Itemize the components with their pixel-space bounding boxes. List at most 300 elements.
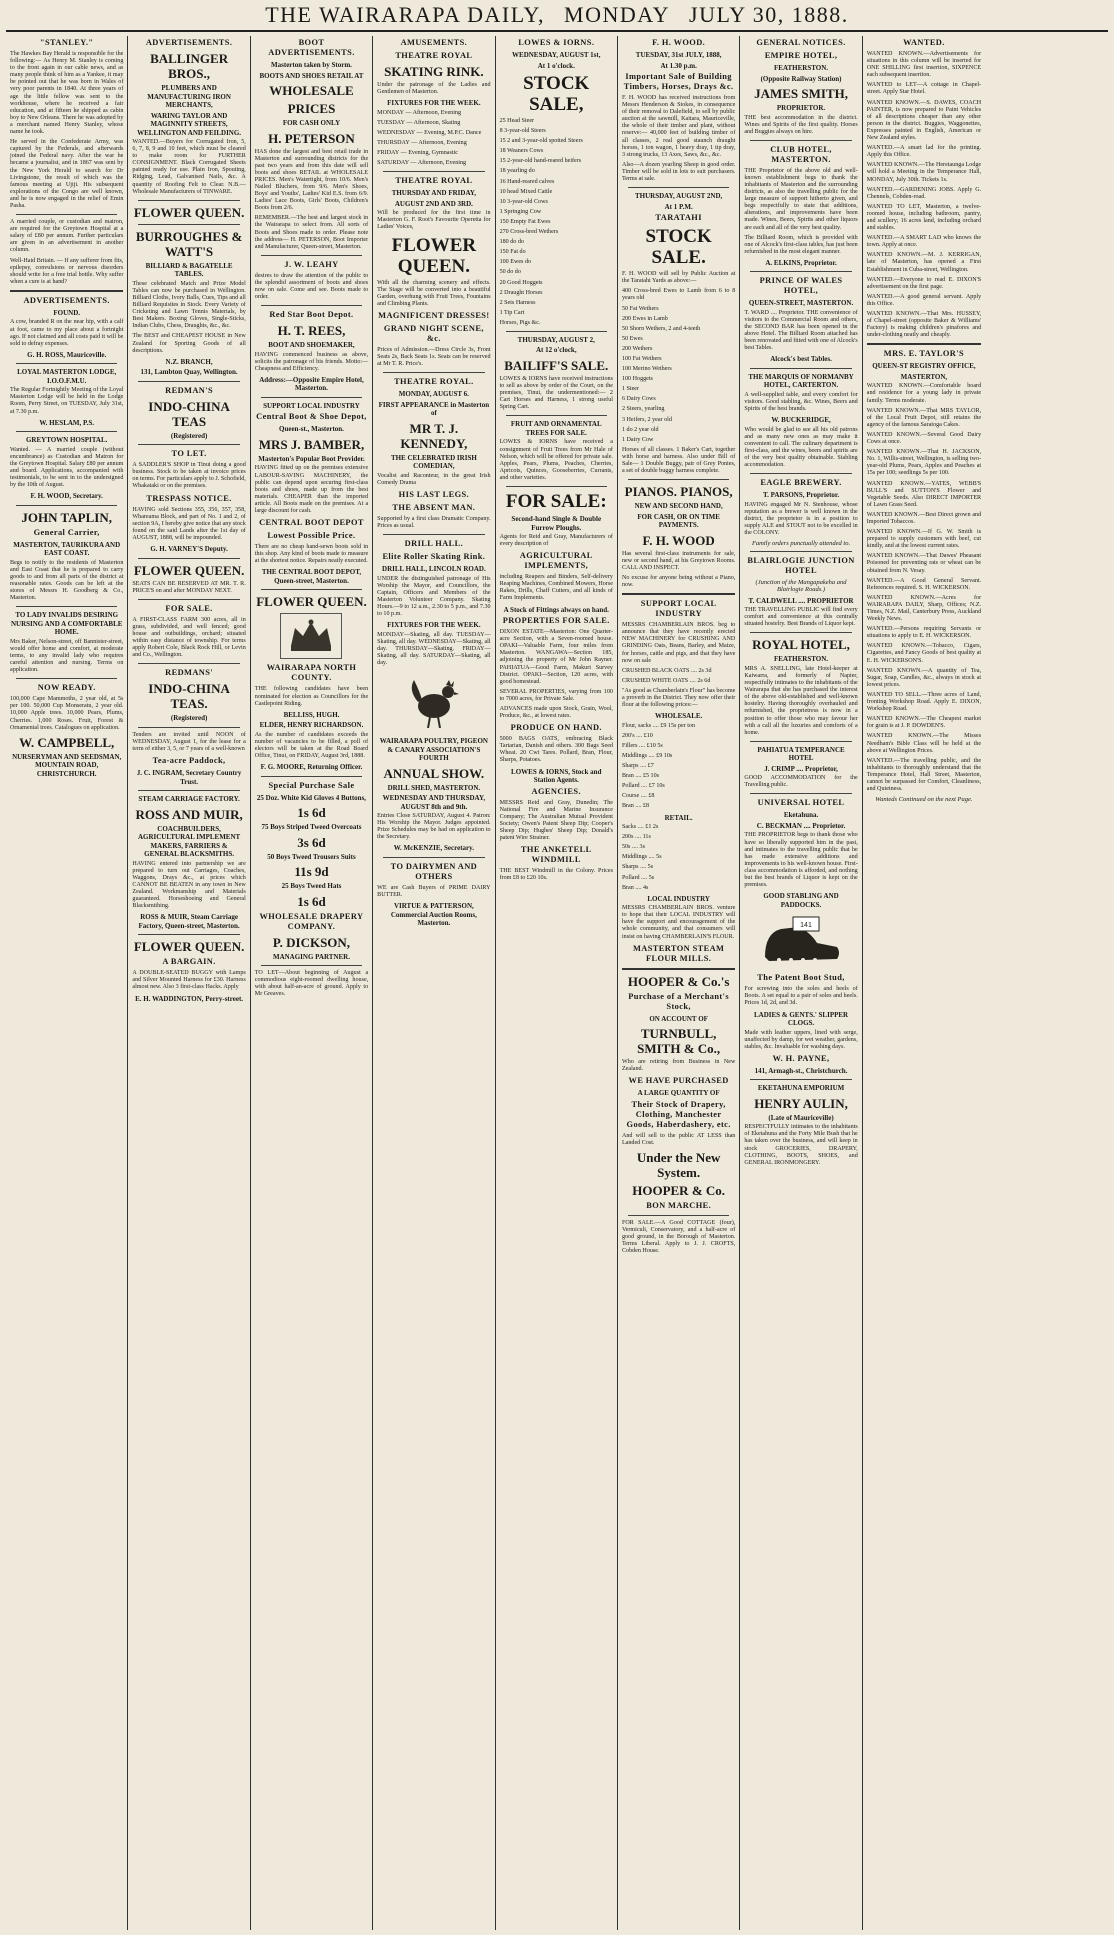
theatre-date-3: MONDAY, AUGUST 6.	[398, 390, 469, 399]
windmill-heading: THE ANKETELL WINDMILL	[520, 845, 592, 865]
prices-text: Prices of Admission.—Dress Circle 3s, Front Seats 2s, Back Seats 1s. Seats can be reserved at Mr T. R. Price's.	[377, 346, 491, 368]
ballinger-name: BALLINGER BROS.,	[150, 51, 229, 81]
list-item: 16 Hand-reared calves	[499, 178, 555, 185]
temperance-text: GOOD ACCOMMODATION for the Travelling public.	[744, 775, 858, 789]
wanted-item: WANTED KNOWN.—If G. W. Smith is prepared to supply customers with beef, cut kindly, and at the lowest current rates.	[866, 529, 982, 550]
divider	[10, 290, 123, 292]
wanted-item: WANTED.—A Good General Servant. References required. S. H. WICKERSON.	[866, 577, 982, 591]
divider	[261, 965, 362, 966]
bamber-name: MRS J. BAMBER,	[258, 436, 365, 452]
divider	[750, 632, 851, 633]
divider	[138, 663, 239, 664]
stanley-story-p1: The Hawkes Bay Herald is responsible for the following:— As Henry M. Stanley is coming to the front again in our cable news, and as many people think of him as a Yankee, it may be pointed out that he was born in Wales of very poor parents in 1840. At three years of age the little fellow was sent to the workhouse, where he received a fair education, and at fifteen he shipped as cabin boy to New Orleans. There he was adopted by a merchant named Henry Stanley, whose name he took.	[10, 51, 124, 136]
crimp-name: J. CRIMP .... Proprietor,	[764, 764, 838, 773]
sale-date: TUESDAY, 31st JULY, 1888,	[635, 51, 722, 59]
list-item: Horses, Pigs &c.	[499, 319, 541, 326]
wanted-list-2	[867, 383, 981, 793]
bargain-text: A DOUBLE-SEATED BUGGY with Lamps and Silver Mounted Harness for £30. Harness almost new. Also 3 first-class Hacks. Apply	[132, 970, 246, 991]
list-item: 8 3-year-old Steers	[499, 128, 546, 135]
svg-text:141: 141	[800, 922, 812, 930]
empire-text: THE best accommodation in the district. Wines and Spirits of the first quality. Horses and Buggies always on hire.	[744, 114, 858, 135]
club-text-2: The Billiard Room, which is provided with one of Alcock's first-class tables, has just been refurnished in the most elegant manner.	[744, 234, 858, 255]
divider	[138, 558, 239, 559]
column-heading: BOOT ADVERTISEMENTS.	[268, 38, 355, 57]
wanted-item: WANTED KNOWN.—That H. JACKSON, No. 1, Willis-street, Wellington, is selling two-year-old Plums, Pears, Apples and Peaches at 15s per 100; seedlings 5s per 100.	[866, 449, 982, 477]
found-text: A cow, branded R on the near hip, with a calf at foot, came to my place about a fortnight ago. If not claimed and all costs paid it will be sold to defray expenses.	[10, 319, 124, 347]
agricultural-implements: AGRICULTURAL IMPLEMENTS,	[519, 551, 593, 571]
stock-list	[622, 288, 735, 444]
marquis-text: A well-supplied table, and every comfort for visitors. Good stabling, &c. Wines, Beers and Spirits of the best brands.	[744, 391, 858, 413]
support-local: SUPPORT LOCAL INDUSTRY	[640, 599, 717, 619]
important-text: F. H. WOOD has received instructions from Messrs Henderson & Stokes, in consequence of their removal to Dalefield, to sell by public auction at the sawmill, Kaitara, Mauriceville, the whole of their timber and plant, without reserve:— 40,000 feet of building timber of all classes, 2 real good staunch draught horses, 1 ton wagon, 1 heavy dray, 1 tip dray, 3 strong trucks, 13 Axes, Saws, &c., &c.	[621, 95, 736, 158]
annual-show: ANNUAL SHOW.	[383, 765, 485, 781]
list-item: 10 3-year-old Cows	[499, 198, 548, 205]
to-let-heading: TO LET.	[171, 449, 207, 459]
lowest-price: Lowest Possible Price.	[267, 531, 356, 541]
wanted-item: WANTED TO SELL.—Three acres of Land, fronting Workshop Road. Apply E. DIXON, Workshop Road.	[866, 691, 982, 713]
emporium-heading: EKETAHUNA EMPORIUM	[757, 1084, 845, 1093]
masthead-date: JULY 30, 1888.	[689, 2, 849, 27]
indo-china-teas-2: INDO-CHINA TEAS.	[148, 681, 230, 712]
ballinger-address: WARING TAYLOR AND MAGINNITY STREETS, WELLINGTON AND FEILDING.	[137, 111, 242, 137]
price-row: Sacks .... £1 2s	[621, 824, 659, 831]
prices-word: PRICES	[287, 101, 336, 116]
properties-text: DIXON ESTATE—Masterton: One Quarter-acre Section, with a Seven-roomed house. OPAKI—Valuable Farm, four miles from Masterton. WANGAWA—Section 185, adjoining the property of Mr John Rayner. PAHIATUA—Good Farm, Makuri Survey District. OPAKI—Section, 120 acres, with good homestead.	[499, 629, 613, 685]
price-row: Fillers .... £10 5s	[621, 742, 663, 749]
central-address: Queen-st., Masterton.	[279, 425, 344, 434]
registry-town: MASTERTON,	[900, 372, 948, 381]
wanted-item: WANTED KNOWN.—That MRS TAYLOR, of the Local Fruit Depot, still retains the agency of the famous Saratoga Cakes.	[866, 407, 982, 428]
bargain-heading: A BARGAIN.	[162, 957, 216, 967]
trespass-heading: TRESPASS NOTICE.	[146, 493, 232, 503]
important-text-2: Also—A dozen yearling Sheep in good order. Timber will be sold in lots to suit purchasers. Terms at sale.	[621, 161, 736, 183]
alcock-tables: Alcock's best Tables.	[770, 355, 832, 364]
blairlogie-hotel: BLAIRLOGIE JUNCTION HOTEL	[747, 556, 855, 576]
divider	[16, 505, 117, 506]
divider	[383, 372, 484, 373]
divider	[138, 727, 239, 728]
special-price: 1s 6d	[297, 893, 326, 909]
fixture-row: THURSDAY — Afternoon, Evening	[377, 139, 467, 146]
list-item: 15 2-year-old hand-reared heifers	[499, 158, 582, 165]
tender-text: Tenders are invited until NOON of WEDNESDAY, August 1, for the lease for a term of either 3, 5, or 7 years of a well-known	[132, 731, 246, 752]
red-star-heading: Red Star Boot Depot.	[269, 310, 354, 320]
merchant-stock: Purchase of a Merchant's Stock,	[628, 991, 729, 1011]
list-item: 25 Head Steer	[499, 118, 535, 124]
buckeridge-name: W. BUCKERIDGE,	[771, 416, 831, 425]
empire-town: FEATHERSTON.	[774, 64, 829, 72]
aulin-sub: (Late of Mauriceville)	[768, 1113, 834, 1122]
local-industry: LOCAL INDUSTRY	[647, 894, 710, 903]
stock-sale-title: STOCK SALE.	[645, 226, 712, 269]
elite-rink: Elite Roller Skating Rink.	[382, 552, 486, 562]
divider	[628, 1215, 729, 1216]
divider	[16, 678, 117, 679]
bailiff-text: LOWES & IORNS have received instructions to sell as above by order of the Court, on the premises, Tinui, the undermentioned:— 2 Cart Horses and Harness, 1 strong useful Spring Cart.	[499, 375, 613, 411]
slipper-heading: LADIES & GENTS.' SLIPPER CLOGS.	[753, 1010, 849, 1027]
kennedy-text: Vocalist and Raconteur, in the great Irish Comedy Drama	[377, 472, 491, 486]
fixture-row: MONDAY — Afternoon, Evening	[377, 109, 462, 116]
boot-stud-title: The Patent Boot Stud,	[757, 973, 845, 983]
list-item: 200 Wethers	[621, 345, 653, 352]
caldwell-name: T. CALDWELL .... PROPRIETOR	[748, 596, 854, 605]
blairlogie-sub: (Junction of the Mangapakeha and Blairlogie Roads.)	[755, 579, 847, 594]
society-text: Entries Close SATURDAY, August 4. Patron: His Worship the Mayor. Judges appointed. Prize Schedules may be had on application to the Secretary.	[377, 813, 491, 841]
ballinger-text: WANTED.—Buyers for Corrugated Iron, 5, 6, 7, 8, 9 and 10 feet, which must be cleared to make room for FURTHER CONSIGNMENT. Black Corrugated Sheets painted ready for use. Plain Iron, Spouting, Ridging, Lead, Galvanised Nails, &c. A quantity of Roofing Felt to Clear. N.B.—Wholesale Manufacturers of TINWARE.	[132, 139, 246, 195]
taratahi-date: THURSDAY, AUGUST 2ND,	[635, 192, 723, 201]
column-heading: WANTED.	[903, 38, 945, 47]
divider	[750, 473, 851, 474]
price-row: Bran .... £8	[621, 803, 650, 810]
pianos-title: PIANOS. PIANOS,	[624, 484, 733, 500]
north-county-signature: F. G. MOORE, Returning Officer.	[260, 763, 363, 772]
rees-name: H. T. REES,	[277, 323, 346, 339]
wood-name: F. H. WOOD	[642, 532, 715, 548]
slipper-text: Made with leather uppers, lined with serge, unaffected by damp, for wet weather, gardens, stables, &c. Invaluable for washing days.	[744, 1029, 858, 1050]
beckman-name: C. BECKMAN .... Proprietor.	[756, 821, 846, 830]
list-item: 50 Shorn Wethers, 2 and 4-teeth	[621, 325, 701, 332]
list-item: 15 2 and 3-year-old spotted Steers	[499, 138, 583, 145]
kennedy-play: HIS LAST LEGS.	[398, 489, 470, 499]
candidate-2: ELDER, HENRY RICHARDSON.	[259, 721, 364, 730]
list-item: 3 Heifers, 2 year old	[621, 416, 672, 423]
wanted-item: WANTED.—The travelling public, and the inhabitants to thoroughly understand that the Temperance Hotel, Hall Street, Masterton, cannot be surpassed for Comfort, Cleanliness, and Quietness.	[866, 757, 982, 793]
wanted-item: WANTED KNOWN.—M. J. KERRIGAN, late of Masterton, has opened a First Establishment in Cuba-street, Wellington.	[866, 252, 982, 273]
pianos-sub: NEW AND SECOND HAND,	[634, 502, 723, 511]
list-item: 1 Dairy Cow	[621, 436, 654, 443]
society-heading: WAIRARAPA POULTRY, PIGEON & CANARY ASSOCIATION'S FOURTH	[379, 737, 488, 763]
greytown-heading: GREYTOWN HOSPITAL.	[25, 436, 108, 445]
continued-note: Wanteds Continued on the next Page.	[875, 796, 973, 804]
price-row: Pollard .... £7 10s	[621, 783, 665, 790]
special-item: 25 Boys Tweed Hats	[281, 882, 342, 891]
taratahi-title: TARATAHI	[655, 213, 702, 223]
north-county-text-2: As the number of candidates exceeds the number of vacancies to be filled, a poll of electors will be taken at the Road Board Office, Tinui, on FRIDAY, August 3rd, 1888.	[254, 731, 369, 759]
retail-heading: RETAIL.	[664, 813, 693, 822]
fixture-row: SATURDAY — Afternoon, Evening	[377, 160, 467, 167]
dairymen-text: WE are Cash Buyers of PRIME DAIRY BUTTER.	[377, 884, 491, 899]
wanted-item: WANTED TO LET, Masterton, a twelve-roomed house, including bathroom, pantry, and scullery; 16 acres land, including orchard and stables.	[866, 203, 982, 232]
stock-sale-title: STOCK SALE,	[523, 73, 590, 115]
produce-text: 5000 BAGS OATS, embracing Black Tartarian, Danish and others. 300 Bags Seed Wheat. 20 Cwt Tares. Pollard, Bran, Flour, Sharps, Potatoes.	[499, 736, 613, 764]
price-row: Sharps .... £7	[621, 763, 654, 770]
special-item: 75 Boys Striped Tweed Overcoats	[261, 823, 362, 832]
bamber-text: HAVING fitted up on the premises extensive LABOUR-SAVING MACHINERY, the public can depend upon securing first-class boots and shoes, made up from the best materials. CHEAPER than the imported article. All Boots made on the premises. At a large discount for cash.	[254, 465, 369, 515]
flower-queen-ad: FLOWER QUEEN.	[133, 204, 245, 220]
magnificent-dresses: MAGNIFICENT DRESSES!	[378, 310, 490, 320]
wanted-item: WANTED.—A smart lad for the printing. Apply this Office.	[866, 145, 982, 159]
for-sale-title: FOR SALE:	[505, 491, 607, 512]
we-have-purchased: WE HAVE PURCHASED	[628, 1076, 729, 1086]
candidate-1: BELLISS, HUGH.	[283, 710, 340, 719]
stock-text: F. H. WOOD will sell by Public Auction at the Taratahi Yards as above:—	[621, 271, 736, 285]
now-ready-heading: NOW READY.	[37, 683, 96, 693]
column-heading: GENERAL NOTICES.	[756, 38, 846, 47]
boot-stud-text: For screwing into the soles and heels of Boots. A set equal to a pair of soles and heels. Prices 1d, 2d, and 3d.	[744, 986, 858, 1007]
ballinger-sub: PLUMBERS AND MANUFACTURING IRON MERCHANTS,	[147, 84, 231, 109]
column-5	[496, 36, 618, 1930]
burroughes-text: These celebrated Match and Prize Model Tables can now be purchased in Wellington. Billiard Cloths, Ivory Balls, Cues, Tips and all Billiard Requisites in Stock. Every Variety of Cricketing and Lawn Tennis Materials, by Best Makers. Boxing Gloves, Single-Sticks, Indian Clubs, Chess, Draughts, &c., &c.	[132, 280, 246, 330]
crushed-black: CRUSHED BLACK OATS .... 2s 3d	[621, 667, 712, 674]
divider	[138, 200, 239, 201]
wanted-item: WANTED KNOWN.—That Dawes' Pheasant Poisoned for preventing rats or wheat can be obtained from N. Vesay.	[866, 553, 982, 574]
taplin-trade: General Carrier,	[33, 527, 100, 537]
agencies-text: MESSRS Reid and Gray, Dunedin; The National Fire and Marine Insurance Company; The Australian Mutual Provident Society; Owen's Patent Sheep Dip; Cooper's Sheep Dip; Hughes' Sheep Dip; Donald's patent Wire Strainer.	[499, 799, 613, 842]
blairlogie-text: THE TRAVELLING PUBLIC will find every comfort and convenience at this centrally situated hostelry. Best Brands of Liquor kept.	[744, 607, 858, 628]
column-3	[251, 36, 373, 1930]
divider	[138, 444, 239, 445]
elkins-signature: A. ELKINS, Proprietor.	[765, 258, 837, 267]
payne-name: W. H. PAYNE,	[772, 1053, 830, 1063]
wanted-item: WANTED KNOWN.—Tobacco, Cigars, Cigarettes, and Fancy Goods of best quality at E. H. WICKERSON'S.	[866, 643, 982, 664]
wanted-item: WANTED.—A good general servant. Apply this Office.	[866, 293, 982, 307]
produce-heading: PRODUCE ON HAND.	[510, 723, 602, 733]
masthead	[0, 2, 1114, 28]
flour-mills: MASTERTON STEAM FLOUR MILLS.	[632, 943, 725, 963]
flower-queen-ad: FLOWER QUEEN.	[133, 939, 245, 955]
james-smith: JAMES SMITH,	[754, 86, 848, 101]
greytown-text: Wanted. — A married couple (without encumbrance) as Custodian and Matron for the Greytown Hospital. Salary £80 per annum and board. Applications, accompanied with testimonials, to be sent in to the undersigned by the 10th of August.	[10, 446, 124, 489]
rees-address: Address:—Opposite Empire Hotel, Masterton.	[259, 375, 364, 393]
ross-muir-text: HAVING entered into partnership we are prepared to turn out Carriages, Coaches, Waggons, Drays &c., at prices which CANNOT BE BEATEN in any town in New Zealand. Workmanship and Materials guaranteed. Horseshoeing and General Blacksmithing.	[132, 860, 246, 910]
divider	[138, 381, 239, 382]
found-heading: FOUND.	[53, 308, 81, 317]
marquis-hotel: THE MARQUIS OF NORMANBY HOTEL, CARTERTON.	[748, 372, 854, 390]
seats-text: SEATS CAN BE RESERVED AT MR. T. R. PRICE'S on and after MONDAY NEXT.	[132, 580, 246, 594]
divider	[622, 593, 735, 595]
trespass-signature: G. H. VARNEY'S Deputy.	[150, 545, 228, 554]
list-item: 2 Steers, yearling	[621, 406, 665, 413]
society-venue: DRILL SHED, MASTERTON.	[387, 783, 481, 792]
fixture-row: TUESDAY — Afternoon, Skating	[377, 119, 461, 126]
list-item: 270 Cross-bred Wethers	[499, 229, 559, 236]
society-days: WEDNESDAY AND THURSDAY, AUGUST 8th and 9th.	[382, 794, 486, 811]
list-item: 1 Steer	[621, 386, 640, 393]
divider	[750, 741, 851, 742]
fixture-row: WEDNESDAY — Evening, M.P.C. Dance	[377, 129, 482, 136]
masthead-title: THE WAIRARAPA DAILY,	[265, 2, 546, 27]
special-price: 1s 6d	[297, 805, 326, 821]
taylor-heading: MRS. E. TAYLOR'S	[883, 349, 965, 359]
empire-sub: (Opposite Railway Station)	[760, 74, 842, 83]
wanted-item: WANTED KNOWN.—A quantity of Tea, Sugar, Soap, Candles, &c., always in stock at lowest prices.	[866, 667, 982, 688]
price-row: Middlings .... £9 10s	[621, 752, 673, 759]
redmans-heading: REDMANS'	[165, 668, 214, 678]
list-item: 2 Sets Harness	[499, 299, 536, 306]
eagle-text: HAVING engaged Mr N. Stenhouse, whose reputation as a brewer is well known in the district, the proprietor is in a position to supply ALE and STOUT not to be excelled in the COLONY.	[744, 501, 858, 537]
wanted-list	[867, 51, 981, 339]
list-item: 150 Empty Fat Ewes	[499, 218, 551, 225]
bargain-signature: E. H. WADDINGTON, Perry-street.	[135, 994, 244, 1003]
hooper-name: HOOPER & Co.'s	[627, 973, 730, 989]
list-item: 18 Weaners Cows	[499, 148, 544, 155]
to-let-text: TO LET—About beginning of August a commodious eight-roomed dwelling house, with about half-an-acre of ground. Apply to Mr Greaves.	[254, 970, 369, 998]
registry-heading: QUEEN-ST REGISTRY OFFICE,	[872, 362, 976, 371]
royal-crest-icon	[280, 613, 342, 659]
skating-rink: SKATING RINK.	[384, 64, 484, 79]
royal-town: FEATHERSTON.	[774, 655, 829, 664]
column-4	[373, 36, 495, 1930]
wood-text: Has several first-class instruments for sale, new or second hand, at his Greytown Rooms. CALL AND INSPECT.	[621, 550, 736, 571]
divider	[506, 331, 607, 332]
payne-address: 141, Armagh-st., Christchurch.	[754, 1066, 848, 1075]
several-text: SEVERAL PROPERTIES, varying from 100 to 7000 acres, for Private Sale.	[499, 688, 613, 702]
special-purchase-heading: Special Purchase Sale	[268, 780, 355, 790]
drapery-stock: Their Stock of Drapery, Clothing, Manchester Goods, Haberdashery, etc.	[626, 1099, 731, 1129]
sale-time: At 1 o'clock.	[537, 61, 575, 70]
wanted-item: WANTED KNOWN.—The Cheapest market for grain is at J. P. DOWDEN'S.	[866, 716, 982, 730]
stock-text-2: Horses of all classes. 1 Baker's Cart, together with horse and harness. Also under Bill of Sale— 1 Double Buggy, pair of Grey Ponies, a set of double buggy harness complete.	[621, 446, 736, 475]
properties-heading: PROPERTIES FOR SALE.	[502, 616, 610, 626]
divider	[628, 187, 729, 188]
chamberlain-text-2: MESSRS CHAMBERLAIN BROS. venture to hope that their LOCAL INDUSTRY will have the support and encouragement of the whole community, and that consumers will insist on having CHAMBERLAIN'S FLOUR.	[621, 905, 736, 940]
stanley-heading: "STANLEY."	[39, 38, 94, 47]
universal-text: THE PROPRIETOR begs to thank those who have so liberally supported him in the past, and intimates to the travelling public that he has made extensive additions and improvements to his well-known house. First-class accommodation is afforded, and nothing but the best brands of Liquor is kept on the premises.	[744, 832, 858, 889]
price-row: Sharps .... 5s	[621, 864, 654, 871]
society-signature: W. McKENZIE, Secretary.	[393, 844, 475, 853]
hospital-note: A married couple, or custodian and matron, are required for the Greytown Hospital at a salary of £80 per annum. Further particulars are given in an advertisement in another column.	[10, 219, 124, 254]
column-heading: ADVERTISEMENTS.	[145, 38, 233, 47]
turnbull-name: TURNBULL, SMITH & Co.,	[637, 1026, 721, 1057]
list-item: 10 head Mixed Cattle	[499, 188, 553, 195]
storm-line: Masterton taken by Storm.	[271, 61, 352, 69]
wanted-item: WANTED KNOWN.—That Mrs. HUSSEY, of Chapel-street (opposite Baker & Williams' Factory) is making children's pinafores and under-clothing neatly and cheaply.	[866, 311, 982, 339]
burroughes-address: 131, Lambton Quay, Wellington.	[140, 368, 238, 377]
wanted-item: WANTED KNOWN.—Acres for WAIRARAPA DAILY, Sharp, Offices; N.Z. Times, N.Z. Mail, Canterbury Press, Auckland Weekly News.	[866, 594, 982, 623]
price-row: 200s .... 11s	[621, 834, 651, 841]
rooster-icon	[403, 671, 465, 733]
universal-hotel: UNIVERSAL HOTEL	[757, 798, 845, 808]
for-sale-heading: FOR SALE.	[165, 603, 213, 613]
flower-queen-ad: FLOWER QUEEN.	[256, 594, 367, 610]
hooper-name-2: HOOPER & Co.	[632, 1183, 726, 1199]
lodge-signature: W. HESLAM, P.S.	[39, 418, 95, 427]
parsons-name: T. PARSONS, Proprietor.	[762, 491, 840, 500]
list-item: 1 Springing Cow	[499, 208, 542, 215]
campbell-text: NURSERYMAN AND SEEDSMAN, MOUNTAIN ROAD, CHRISTCHURCH.	[12, 752, 122, 778]
cottage-text: FOR SALE.—A Good COTTAGE (four), Vermiculi, Conservatory, and a half-acre of good ground, in the Borough of Masterton. Terms Liberal. Apply to J. J. CROFTS, Cobden House.	[621, 1220, 736, 1255]
price-row: Bran .... 4s	[621, 884, 649, 891]
list-item: 1 do 2 year old	[621, 426, 659, 433]
divider	[138, 934, 239, 935]
list-item: 200 Ewes in Lamb	[621, 315, 668, 322]
remember-text: REMEMBER.—The best and largest stock in the Wairarapa to select from. All sorts of Boots and Shoes made to order. Please note the address— H. PETERSON, Boot Importer and Manufacturer, Queen-street, Masterton.	[254, 215, 369, 250]
wanted-item: WANTED KNOWN.—S. DAWES, COACH PAINTER, is now prepared to Paint Vehicles of all descriptions cheaper than any other person in the district. Buggies, Waggonettes, Expresses painted in English, American or New Zealand styles.	[866, 99, 982, 142]
burroughes-sub: BILLIARD & BAGATELLE TABLES.	[145, 261, 233, 279]
column-heading: LOWES & IORNS.	[518, 38, 595, 47]
proprietor-label: PROPRIETOR.	[776, 104, 826, 112]
aulin-text: RESPECTFULLY intimates to the inhabitants of Eketahuna and the Forty Mile Bush that he has taken over the business, and will keep in stock GROCERIES, DRAPERY, CLOTHING, BOOTS, SHOES, and GENERAL IRONMONGERY.	[744, 1124, 858, 1166]
central-depot: Central Boot & Shoe Depot,	[256, 412, 367, 422]
divider	[750, 368, 851, 369]
dairymen-heading: TO DAIRYMEN AND OTHERS	[390, 861, 478, 881]
list-item: 100 Fat Wethers	[621, 355, 662, 362]
redman-heading: REDMAN'S	[165, 385, 214, 395]
masthead-day: MONDAY	[564, 2, 671, 27]
bailiff-title: BAILIFF'S SALE.	[504, 357, 609, 373]
column-7	[740, 36, 862, 1930]
fixtures-list	[377, 110, 490, 168]
taplin-text: Begs to notify to the residents of Masterton and East Coast that he is prepared to carry goods to and from all parts of the district at reasonable rates. Goods can be left at the stores of Messrs H. Goodberg & Co., Masterton.	[10, 559, 124, 602]
divider	[383, 171, 484, 172]
rees-text: HAVING commenced business as above, solicits the patronage of his friends. Motto:—Cheapness and Efficiency.	[254, 351, 369, 372]
retiring-text: Who are retiring from Business in New Zealand.	[621, 1059, 736, 1073]
rees-sub: BOOT AND SHOEMAKER,	[268, 341, 355, 350]
steam-factory-heading: STEAM CARRIAGE FACTORY.	[138, 795, 240, 804]
list-item: 100 Merino Wethers	[621, 366, 672, 373]
special-price: 3s 6d	[297, 834, 326, 850]
peterson-name: H. PETERSON	[268, 130, 355, 146]
taratahi-time: At 1 P.M.	[664, 202, 693, 211]
royal-text: MRS A. SNELLING, late Hotel-keeper at Kaiwarra, and formerly of Napier, respectfully intimates to the inhabitants of the Wairarapa that she has purchased the interest of the above old-established and well-known hostelry. Having thoroughly overhauled and refurnished, the proprietress is now in a position to offer those who may favour her with a call all the luxuries and comforts of a home.	[744, 665, 858, 736]
divider	[383, 534, 484, 535]
buckeridge-text: Who would be glad to see all his old patrons and as many new ones as may make it convenient to call. The culinary department is first-class, and the wines, beers and spirits are of the very best quality obtainable. Stabling accommodation.	[744, 426, 858, 469]
flour-quote: "As good as Chamberlain's Flour" has become a proverb in the District. They now offer their flour at the following prices:—	[621, 687, 736, 709]
theatre-royal: THEATRE ROYAL	[395, 51, 473, 60]
leahy-text: desires to draw the attention of the public to the splendid assortment of boots and shoes now on sale. Come and see. Boots made to order.	[254, 272, 369, 301]
ladies-text: Mrs Baker, Nelson-street, off Bannister-street, would offer home and comfort, at moderate terms, to any invalid lady who requires careful attention and nursing. Terms on application.	[10, 638, 124, 674]
special-item: 25 Doz. White Kid Gloves 4 Buttons,	[256, 793, 367, 802]
account-line: ON ACCOUNT OF	[649, 1014, 708, 1023]
ross-muir-signature: ROSS & MUIR, Steam Carriage Factory, Queen-street, Masterton.	[138, 913, 240, 930]
kennedy-text-2: Supported by a first class Dramatic Company. Prices as usual.	[377, 515, 491, 529]
special-price: 11s 9d	[294, 864, 329, 880]
north-county-heading: WAIRARAPA NORTH COUNTY.	[266, 663, 357, 683]
leahy-name: J. W. LEAHY	[284, 259, 339, 269]
bailiff-time: At 12 o'clock,	[535, 346, 577, 355]
for-sale-text: A FIRST-CLASS FARM 300 acres, all in grass, subdivided, and well fenced; good house and outbuildings, orchard; situated within easy distance of township. For terms apply Robert Cole, Black Rock Hill, or Levin and Co., Wellington.	[132, 616, 246, 659]
now-ready-text: 100,000 Cape Mammoths, 2 year old, at 5s per 100. 50,000 Cup Monseratu, 2 year old. 10,000 Apple trees. 10,000 Pears, Plums, Cherries. 1,000 Roses. Fruit, Forest & Ornamental trees. Catalogues on application.	[10, 696, 124, 731]
divider	[138, 599, 239, 600]
absent-man: THE ABSENT MAN.	[392, 502, 476, 512]
wanted-item: WANTED.—Everyone to read E. DIXON'S advertisement on the first page.	[866, 276, 982, 290]
ross-muir-name: ROSS AND MUIR,	[135, 806, 243, 822]
agri-text: including Reapers and Binders, Self-delivery Reaping Machines, Combined Mowers, Horse Rakes, Drills, Chaff Cutters, and all kinds of Farm Implements.	[499, 574, 613, 602]
divider	[506, 486, 607, 487]
column-6	[618, 36, 740, 1930]
burroughes-text-2: The BEST and CHEAPEST HOUSE in New Zealand for Sporting Goods of all descriptions.	[132, 333, 246, 354]
theatre-royal-2: THEATRE ROYAL	[395, 176, 473, 186]
to-let-text: A SADDLER'S SHOP in Tinui doing a good business. Stock to be taken at invoice prices on terms. For particulars apply to J. Schofield, Whakataki or on the premises.	[132, 462, 246, 490]
price-row: Middlings .... 5s	[621, 854, 662, 861]
wanted-item: WANTED KNOWN.—The Misses Needham's Bible Class will be held at the above at Wellington Prices.	[866, 733, 982, 754]
price-row: 50s .... 3s	[621, 844, 645, 851]
tender-paddock: Tea-acre Paddock,	[152, 756, 226, 766]
royal-hotel: ROYAL HOTEL,	[752, 637, 850, 653]
column-heading: F. H. WOOD.	[652, 38, 706, 47]
wanted-item: WANTED.—Persons requiring Servants or situations to apply to E. H. WICKERSON.	[866, 626, 982, 640]
divider	[750, 551, 851, 552]
theatre-text: Will be produced for the first time in Masterton G. F. Root's Favourite Operetta for Ladies' Voices,	[377, 210, 491, 231]
wholesale-heading: WHOLESALE.	[655, 712, 703, 721]
divider	[750, 140, 851, 141]
club-hotel: CLUB HOTEL, MASTERTON.	[770, 144, 832, 164]
flower-queen-title: FLOWER QUEEN.	[391, 234, 477, 277]
retail-prices	[622, 824, 735, 892]
theatre-days: THURSDAY AND FRIDAY,	[391, 189, 477, 198]
ross-muir-sub: COACHBUILDERS, AGRICULTURAL IMPLEMENT MAKERS, FARRIERS & GENERAL BLACKSMITHS.	[137, 824, 241, 859]
list-item: 18 yearling do	[499, 168, 535, 175]
depot-text: There are no cheap hand-sewn boots sold in this shop. Any kind of boots made to measure at the shortest notice. Repairs neatly executed.	[254, 544, 369, 565]
list-item: 20 Good Hoggets	[499, 279, 543, 286]
teas-registered: (Registered)	[170, 431, 208, 440]
price-row: 200's .... £10	[621, 732, 653, 739]
wanted-item: WANTED KNOWN.—YATES, WEBB'S BULL'S and SUTTON'S Flower and Vegetable Seeds. Also DIRECT IMPORTER of Lawn Grass Seed.	[866, 480, 982, 508]
crushed-white: CRUSHED WHITE OATS .... 2s 6d	[621, 677, 711, 684]
drill-hall: DRILL HALL.	[404, 539, 464, 549]
sale-time: At 1.30 p.m.	[660, 61, 697, 70]
divider	[750, 1079, 851, 1080]
